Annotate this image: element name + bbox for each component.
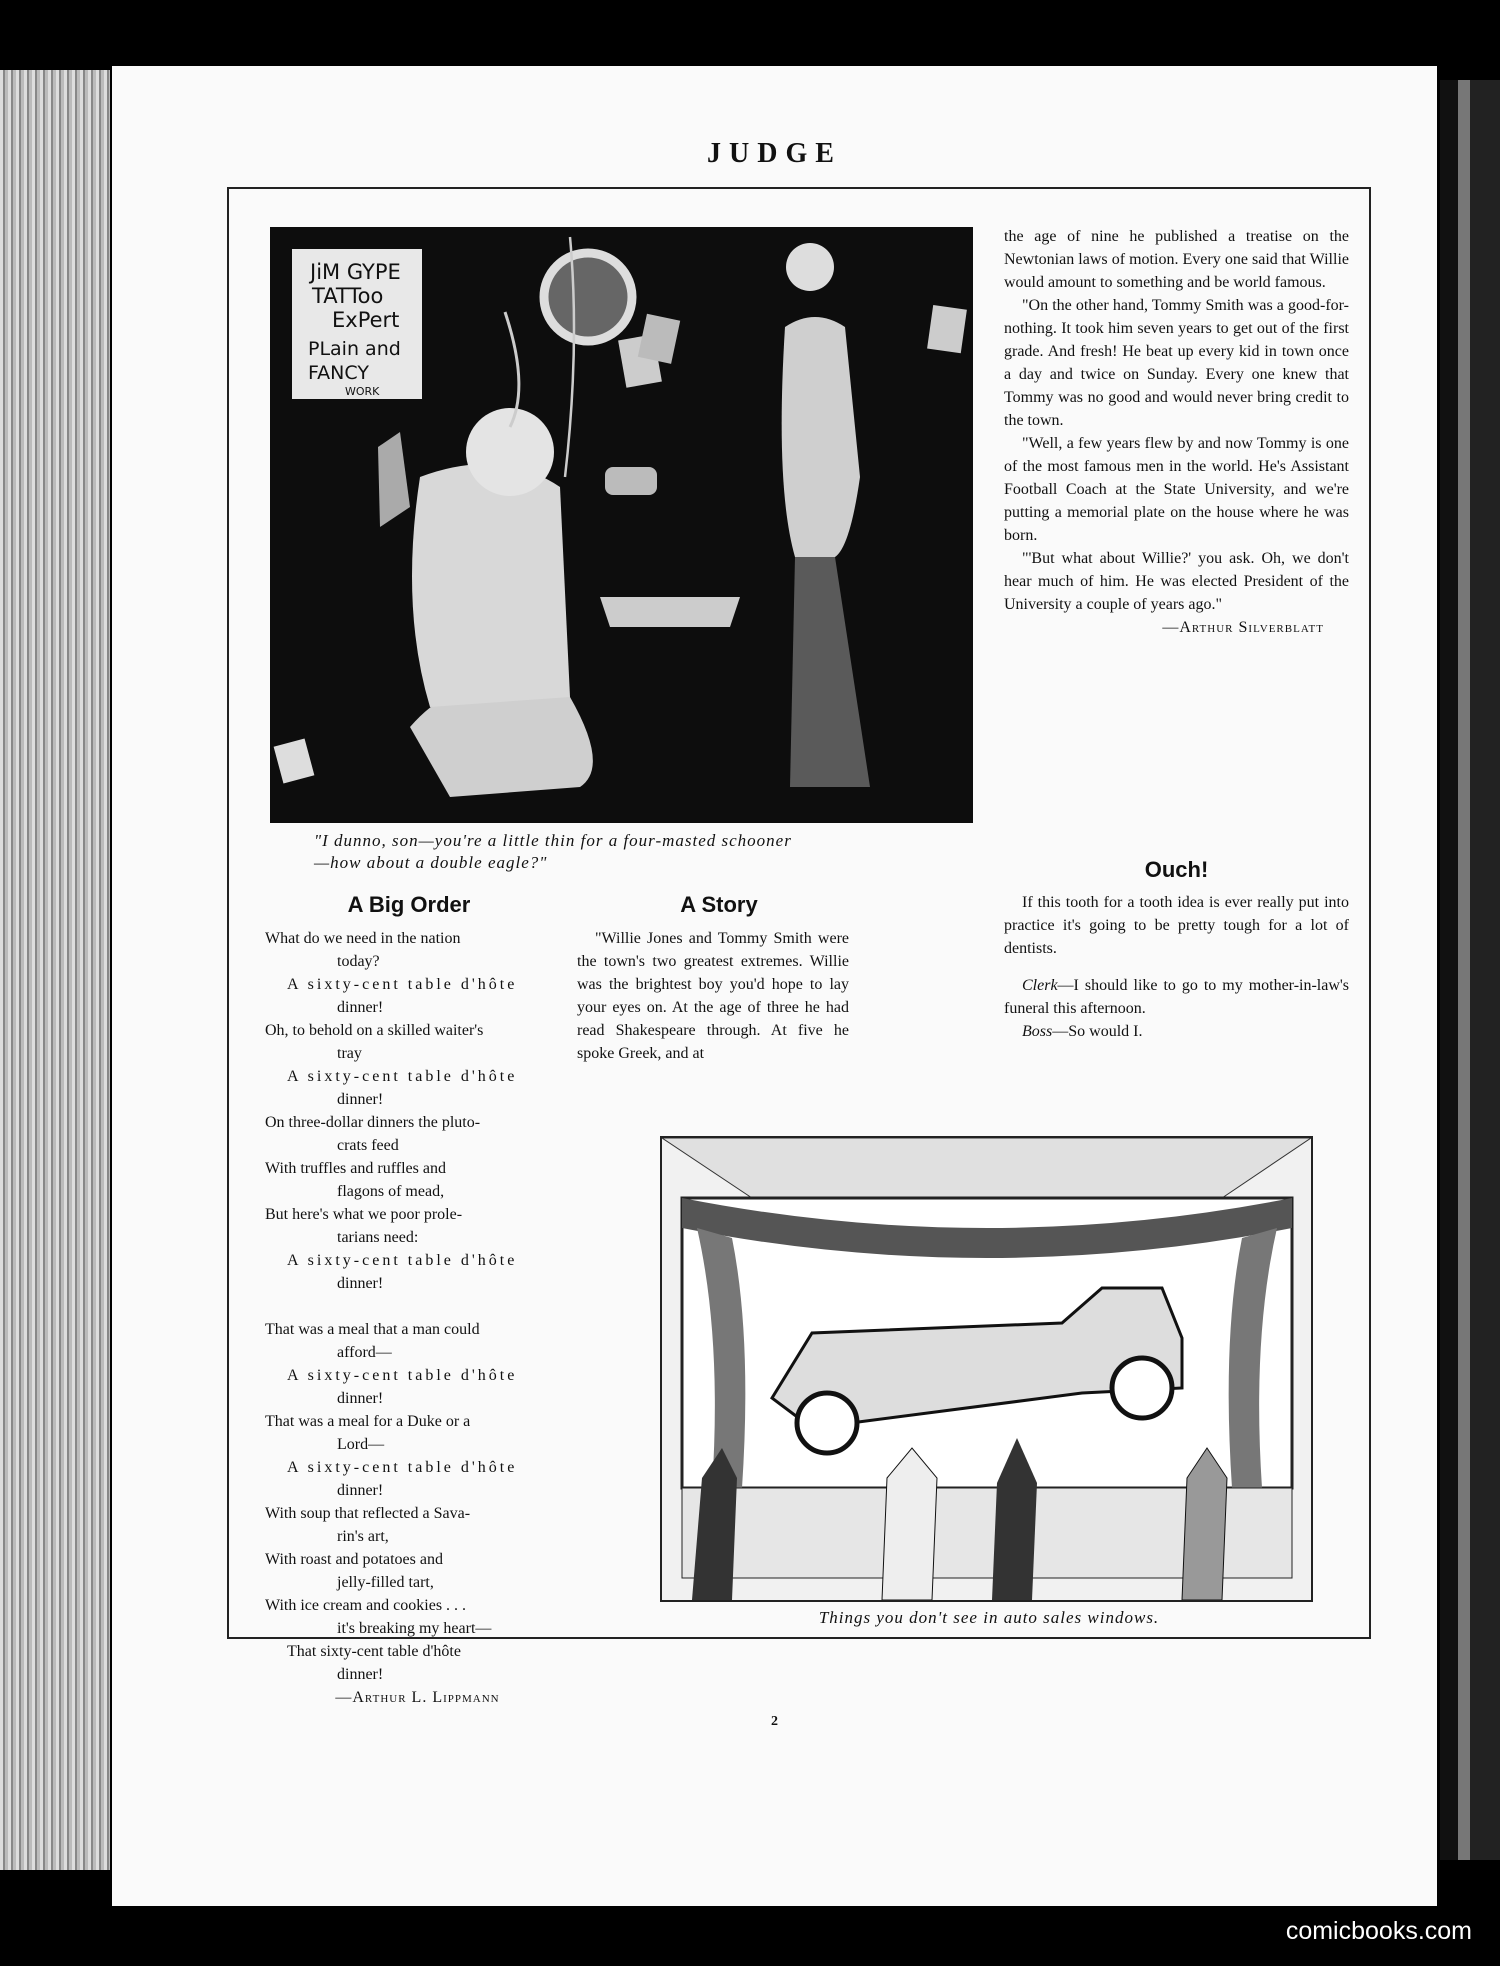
big-order-heading: A Big Order (347, 892, 471, 917)
poem-line: A sixty-cent table d'hôte (287, 1459, 518, 1476)
ship-in-bottle (605, 467, 657, 495)
a-story-heading: A Story (680, 892, 758, 917)
story-paragraph: "Well, a few years flew by and now Tommy is one of the most famous men in the world. He's Assistant Football Coach at the State University, and we're putting a memorial plate on the house where he was born. (1004, 435, 1349, 544)
sign-line: PLain and (308, 338, 401, 360)
boss-label: Boss (1022, 1023, 1053, 1040)
tattooist-body (412, 464, 570, 707)
big-order-poem (265, 927, 570, 1709)
poem-line: dinner! (337, 1275, 384, 1292)
porthole (544, 253, 632, 341)
poem-line: A sixty-cent table d'hôte (287, 976, 518, 993)
poem-line: With truffles and ruffles and (265, 1160, 446, 1177)
dialogue (1004, 974, 1349, 1043)
page-number: 2 (771, 1714, 778, 1729)
poem-line: With ice cream and cookies . . . (265, 1597, 467, 1614)
poem-line: What do we need in the nation (265, 930, 461, 947)
poem-line: Oh, to behold on a skilled waiter's (265, 1022, 484, 1039)
poem-line: dinner! (337, 1390, 384, 1407)
poem-line: A sixty-cent table d'hôte (287, 1367, 518, 1384)
clerk-label: Clerk (1022, 977, 1058, 994)
story-paragraph: the age of nine he published a treatise on the Newtonian laws of motion. Every one said that Willie would amount to something and be world famous. (1004, 228, 1349, 291)
poem-line: A sixty-cent table d'hôte (287, 1068, 518, 1085)
ouch-joke: If this tooth for a tooth idea is ever really put into practice it's going to be pretty tough for a lot of dentists. (1004, 894, 1349, 957)
poem-line: jelly-filled tart, (337, 1574, 434, 1591)
poem-line: With soup that reflected a Sava- (265, 1505, 471, 1522)
poem-line: tray (337, 1045, 362, 1062)
sign-line: WORK (345, 385, 380, 398)
poem-line: tarians need: (337, 1229, 419, 1246)
poem-line: dinner! (337, 1666, 384, 1683)
sign-line: ExPert (332, 308, 400, 332)
auto-window-caption: Things you don't see in auto sales windows. (818, 1608, 1160, 1627)
story-signature: —Arthur Silverblatt (1162, 619, 1324, 636)
poem-line: Lord— (337, 1436, 385, 1453)
poem-line: That sixty-cent table d'hôte (287, 1643, 461, 1660)
poem-line: With roast and potatoes and (265, 1551, 443, 1568)
poem-line: rin's art, (337, 1528, 389, 1545)
car-wheel (797, 1393, 857, 1453)
tattoo-cartoon-caption (314, 830, 994, 874)
ouch-body (1004, 891, 1349, 1043)
poem-line: dinner! (337, 1482, 384, 1499)
poem-line: afford— (337, 1344, 392, 1361)
book-edge-right (1440, 80, 1500, 1860)
poem-line: flagons of mead, (337, 1183, 445, 1200)
content-frame (227, 187, 1371, 1706)
poem-line: crats feed (337, 1137, 399, 1154)
car-wheel (1112, 1358, 1172, 1418)
poem-line: today? (337, 953, 380, 970)
tattooist-head (466, 408, 554, 496)
caption-line: "I dunno, son—you're a little thin for a four-masted schooner (314, 831, 792, 850)
magazine-page (112, 66, 1437, 1906)
boss-line: —So would I. (1052, 1023, 1143, 1040)
poem-line: On three-dollar dinners the pluto- (265, 1114, 481, 1131)
a-story-body (577, 927, 849, 1065)
poem-line: it's breaking my heart— (337, 1620, 492, 1637)
story-continuation (1004, 225, 1349, 639)
story-paragraph: "On the other hand, Tommy Smith was a good-for-nothing. It took him seven years to get out of the first grade. And fresh! He beat up every kid in town once a day and twice on Sunday. Every one knew that Tommy was no good and would never bring credit to the town. (1004, 297, 1349, 429)
book-edge-left (0, 70, 110, 1870)
poem-line: That was a meal for a Duke or a (265, 1413, 471, 1430)
running-head: JUDGE (707, 138, 842, 169)
sailor-head (786, 243, 834, 291)
poem-signature: —Arthur L. Lippmann (335, 1689, 500, 1706)
stanza-gap (265, 1295, 570, 1318)
sign-line: JiM GYPE (310, 260, 401, 284)
auto-window-drawing (662, 1138, 1311, 1600)
a-story-text: "Willie Jones and Tommy Smith were the town's two greatest extremes. Willie was the brightest boy you'd hope to lay your eyes on. At the age of three he had read Shakespeare through. At five he spoke Greek, and at (577, 930, 849, 1062)
ceiling (662, 1138, 1311, 1198)
tattoo-cartoon (270, 227, 973, 823)
poem-line: A sixty-cent table d'hôte (287, 1252, 518, 1269)
stool (600, 597, 740, 627)
caption-line: —how about a double eagle?" (314, 853, 548, 872)
wall-photo (927, 305, 967, 353)
poem-line: But here's what we poor prole- (265, 1206, 463, 1223)
sign-line: TATToo (312, 284, 384, 308)
auto-window-cartoon (660, 1136, 1313, 1602)
clerk-line: —I should like to go to my mother-in-law's funeral this afternoon. (1004, 977, 1349, 1017)
poem-line: dinner! (337, 1091, 384, 1108)
poem-line: dinner! (337, 999, 384, 1016)
poem-line: That was a meal that a man could (265, 1321, 480, 1338)
ouch-heading: Ouch! (1144, 857, 1209, 882)
story-paragraph: "'But what about Willie?' you ask. Oh, we don't hear much of him. He was elected President of the University a couple of years ago." (1004, 550, 1349, 613)
sign-line: FANCY (308, 362, 369, 384)
watermark: comicbooks.com (1285, 1917, 1472, 1945)
tattoo-cartoon-drawing (270, 227, 973, 823)
